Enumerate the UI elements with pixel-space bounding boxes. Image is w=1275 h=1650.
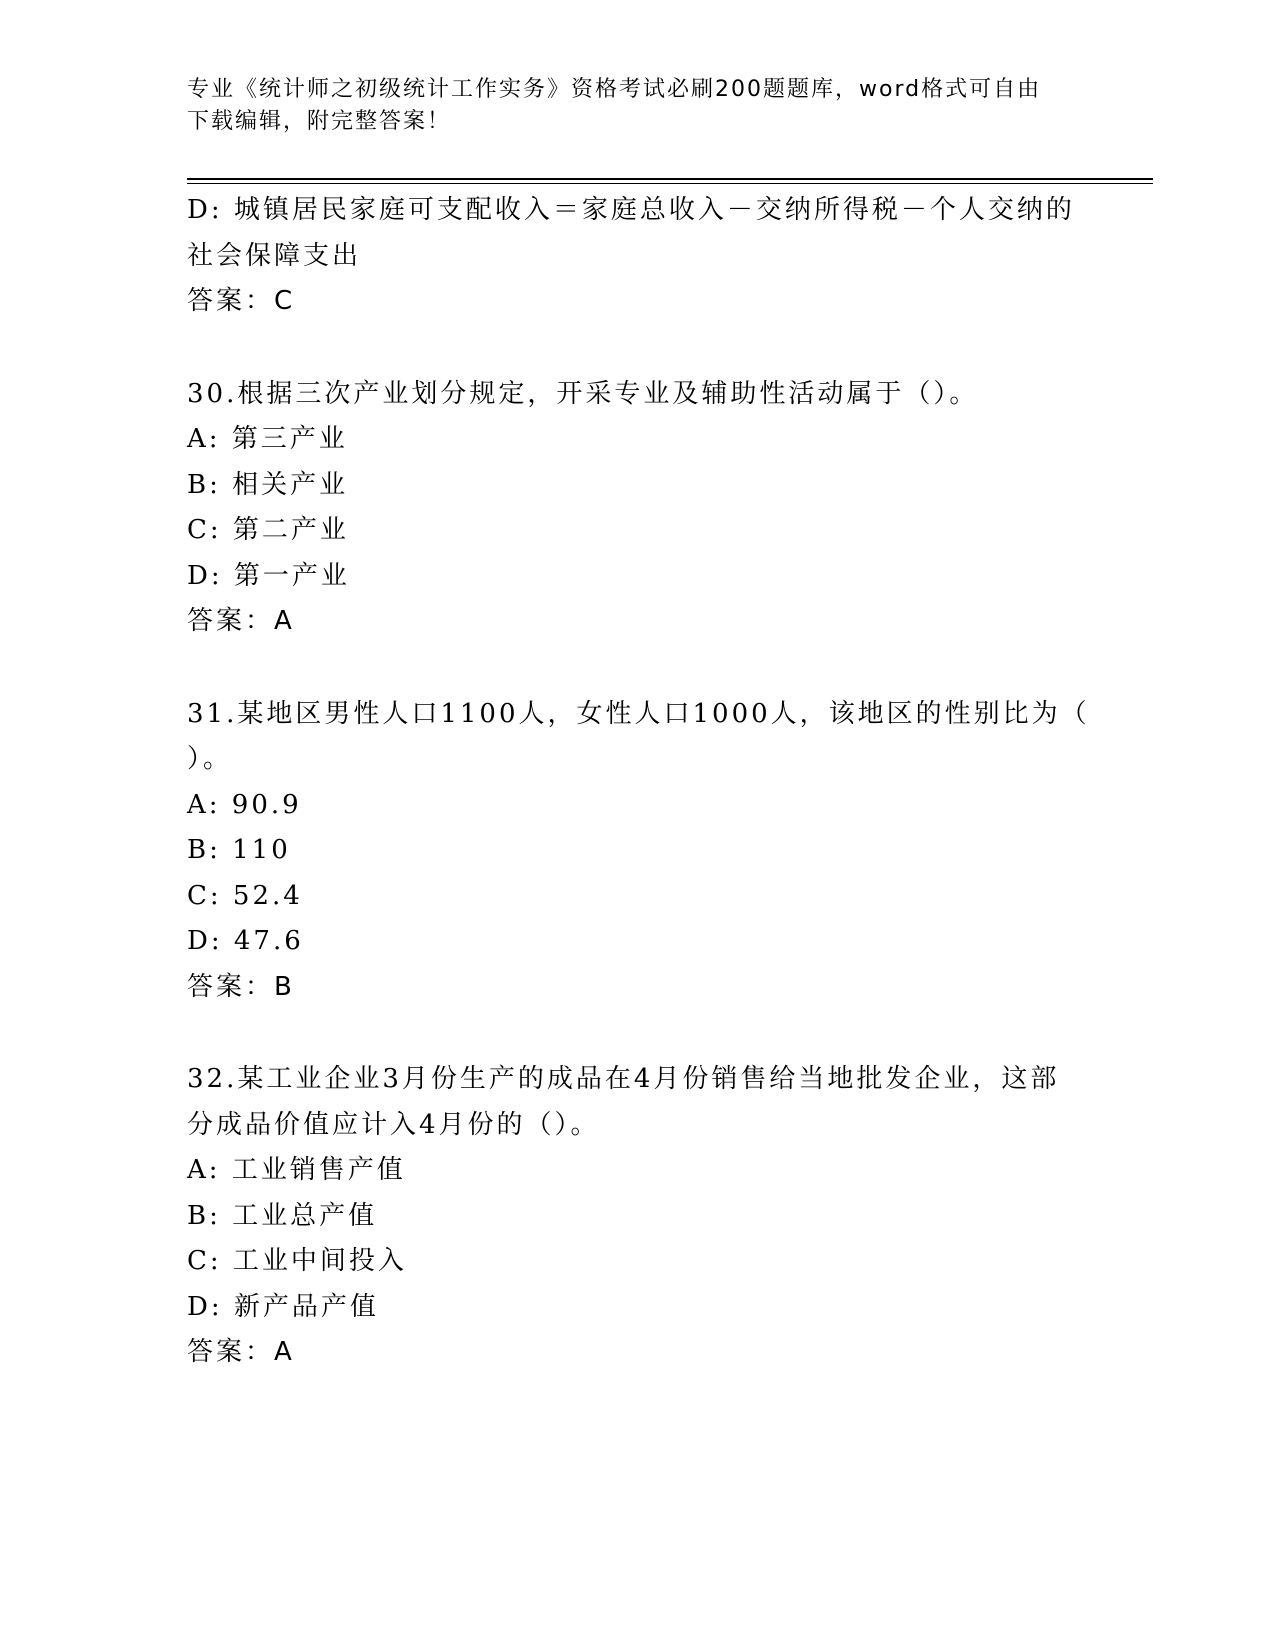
spacer bbox=[187, 325, 1087, 372]
spacer bbox=[187, 645, 1087, 692]
answer-label: 答案：B bbox=[187, 971, 295, 1002]
question-stem-continued: 分成品价值应计入4月份的（）。 bbox=[187, 1109, 600, 1140]
option-a: A: 90.9 bbox=[187, 789, 302, 820]
option-a: A: 工业销售产值 bbox=[187, 1155, 406, 1185]
question-list bbox=[187, 188, 1090, 1376]
option-d: D: 城镇居民家庭可支配收入＝家庭总收入－交纳所得税－个人交纳的 bbox=[187, 195, 1075, 225]
option-c: C: 第二产业 bbox=[187, 515, 349, 545]
question-31 bbox=[187, 692, 1090, 1011]
option-d-continued: 社会保障支出 bbox=[187, 240, 362, 271]
question-stem: 31.某地区男性人口1100人，女性人口1000人，该地区的性别比为（ bbox=[187, 698, 1090, 729]
page-header bbox=[187, 74, 1067, 138]
spacer bbox=[187, 1010, 1087, 1057]
answer-label: 答案：A bbox=[187, 1337, 295, 1367]
header-rule-thin bbox=[187, 183, 1153, 184]
question-stem: 32.某工业企业3月份生产的成品在4月份销售给当地批发企业，这部 bbox=[187, 1064, 1060, 1094]
option-b: B: 工业总产值 bbox=[187, 1200, 378, 1231]
question-32 bbox=[187, 1057, 1087, 1376]
option-b: B: 相关产业 bbox=[187, 469, 349, 500]
option-d: D: 47.6 bbox=[187, 926, 304, 956]
answer-label: 答案：A bbox=[187, 606, 295, 636]
header-title-line-2: 下载编辑，附完整答案！ bbox=[187, 109, 452, 134]
question-stem-continued: ）。 bbox=[187, 744, 233, 774]
option-a: A: 第三产业 bbox=[187, 424, 348, 454]
option-b: B: 110 bbox=[187, 835, 291, 865]
question-30 bbox=[187, 372, 1087, 645]
option-c: C: 52.4 bbox=[187, 880, 303, 911]
option-d: D: 新产品产值 bbox=[187, 1291, 379, 1322]
answer-label: 答案：C bbox=[187, 286, 296, 316]
header-title-line-1: 专业《统计师之初级统计工作实务》资格考试必刷200题题库，word格式可自由 bbox=[187, 77, 1042, 102]
header-rule-thick bbox=[187, 178, 1153, 180]
option-d: D: 第一产业 bbox=[187, 560, 350, 591]
previous-question-tail bbox=[187, 188, 1087, 325]
option-c: C: 工业中间投入 bbox=[187, 1246, 407, 1276]
question-stem: 30.根据三次产业划分规定，开采专业及辅助性活动属于（）。 bbox=[187, 378, 979, 409]
